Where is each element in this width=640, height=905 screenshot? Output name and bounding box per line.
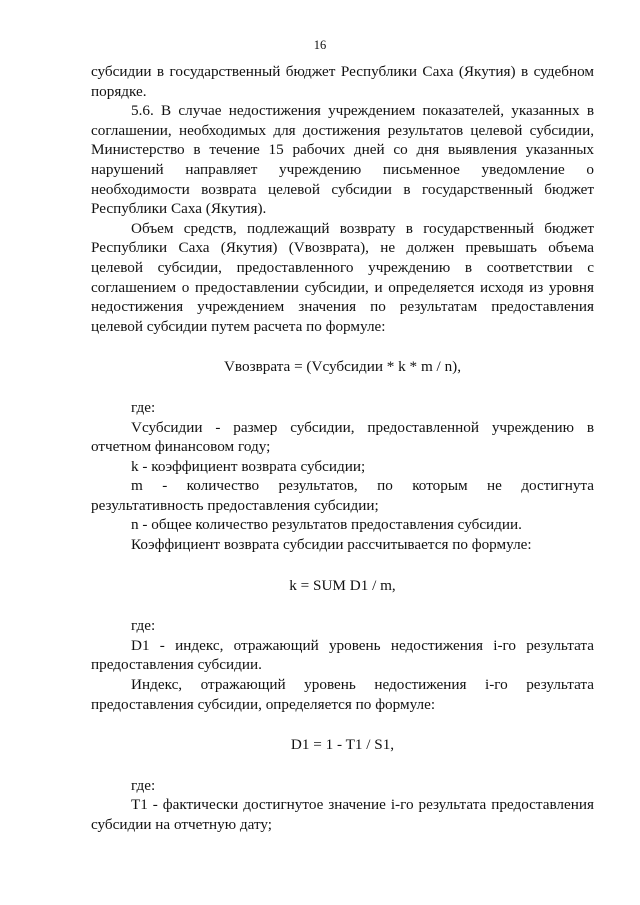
definition-d1: D1 - индекс, отражающий уровень недостижения i-го результата предоставления субсидии. [91,636,594,674]
definition-m: m - количество результатов, по которым не достигнута результативность предоставления субсидии; [91,477,594,514]
paragraph-continuation: субсидии в государственный бюджет Республики Саха (Якутия) в судебном порядке. [91,63,594,100]
definition-n: n - общее количество результатов предоставления субсидии. [131,516,522,534]
paragraph-coefficient-intro: Коэффициент возврата субсидии рассчитывается по формуле: [131,536,532,554]
paragraph-5-6: 5.6. В случае недостижения учреждением показателей, указанных в соглашении, необходимых для достижения результатов целевой субсидии, Министерство в течение 15 рабочих дней со дня выявления указанных нарушений направляет учреждению письменное уведомление о необходимости возврата целевой субсидии в государственный бюджет Республики Саха (Якутия). [91,102,594,218]
paragraph-refund-volume: Объем средств, подлежащий возврату в государственный бюджет Республики Саха (Якутия) (Vвозврата), не должен превышать объема целевой субсидии, предоставленного учреждению в соответствии с соглашением о предоставлении субсидии, и определяется исходя из уровня недостижения учреждением значения по результатам предоставления целевой субсидии путем расчета по формуле: [91,219,594,335]
formula-coefficient: k = SUM D1 / m, [289,576,396,594]
where-label: где: [131,398,156,416]
definition-k: k - коэффициент возврата субсидии; [131,457,366,475]
formula-index: D1 = 1 - T1 / S1, [290,736,395,754]
page-number: 16 [313,38,327,52]
where-label: где: [131,617,156,635]
formula-refund-volume: Vвозврата = (Vсубсидии * k * m / n), [223,358,462,376]
where-label: где: [131,776,156,794]
document-body [91,62,594,835]
definition-v-subsidy: Vсубсидии - размер субсидии, предоставленной учреждению в отчетном финансовом году; [91,418,594,456]
paragraph-index-intro: Индекс, отражающий уровень недостижения i-го результата предоставления субсидии, определяется по формуле: [91,676,594,713]
definition-t1: T1 - фактически достигнутое значение i-го результата предоставления субсидии на отчетную дату; [91,796,594,833]
